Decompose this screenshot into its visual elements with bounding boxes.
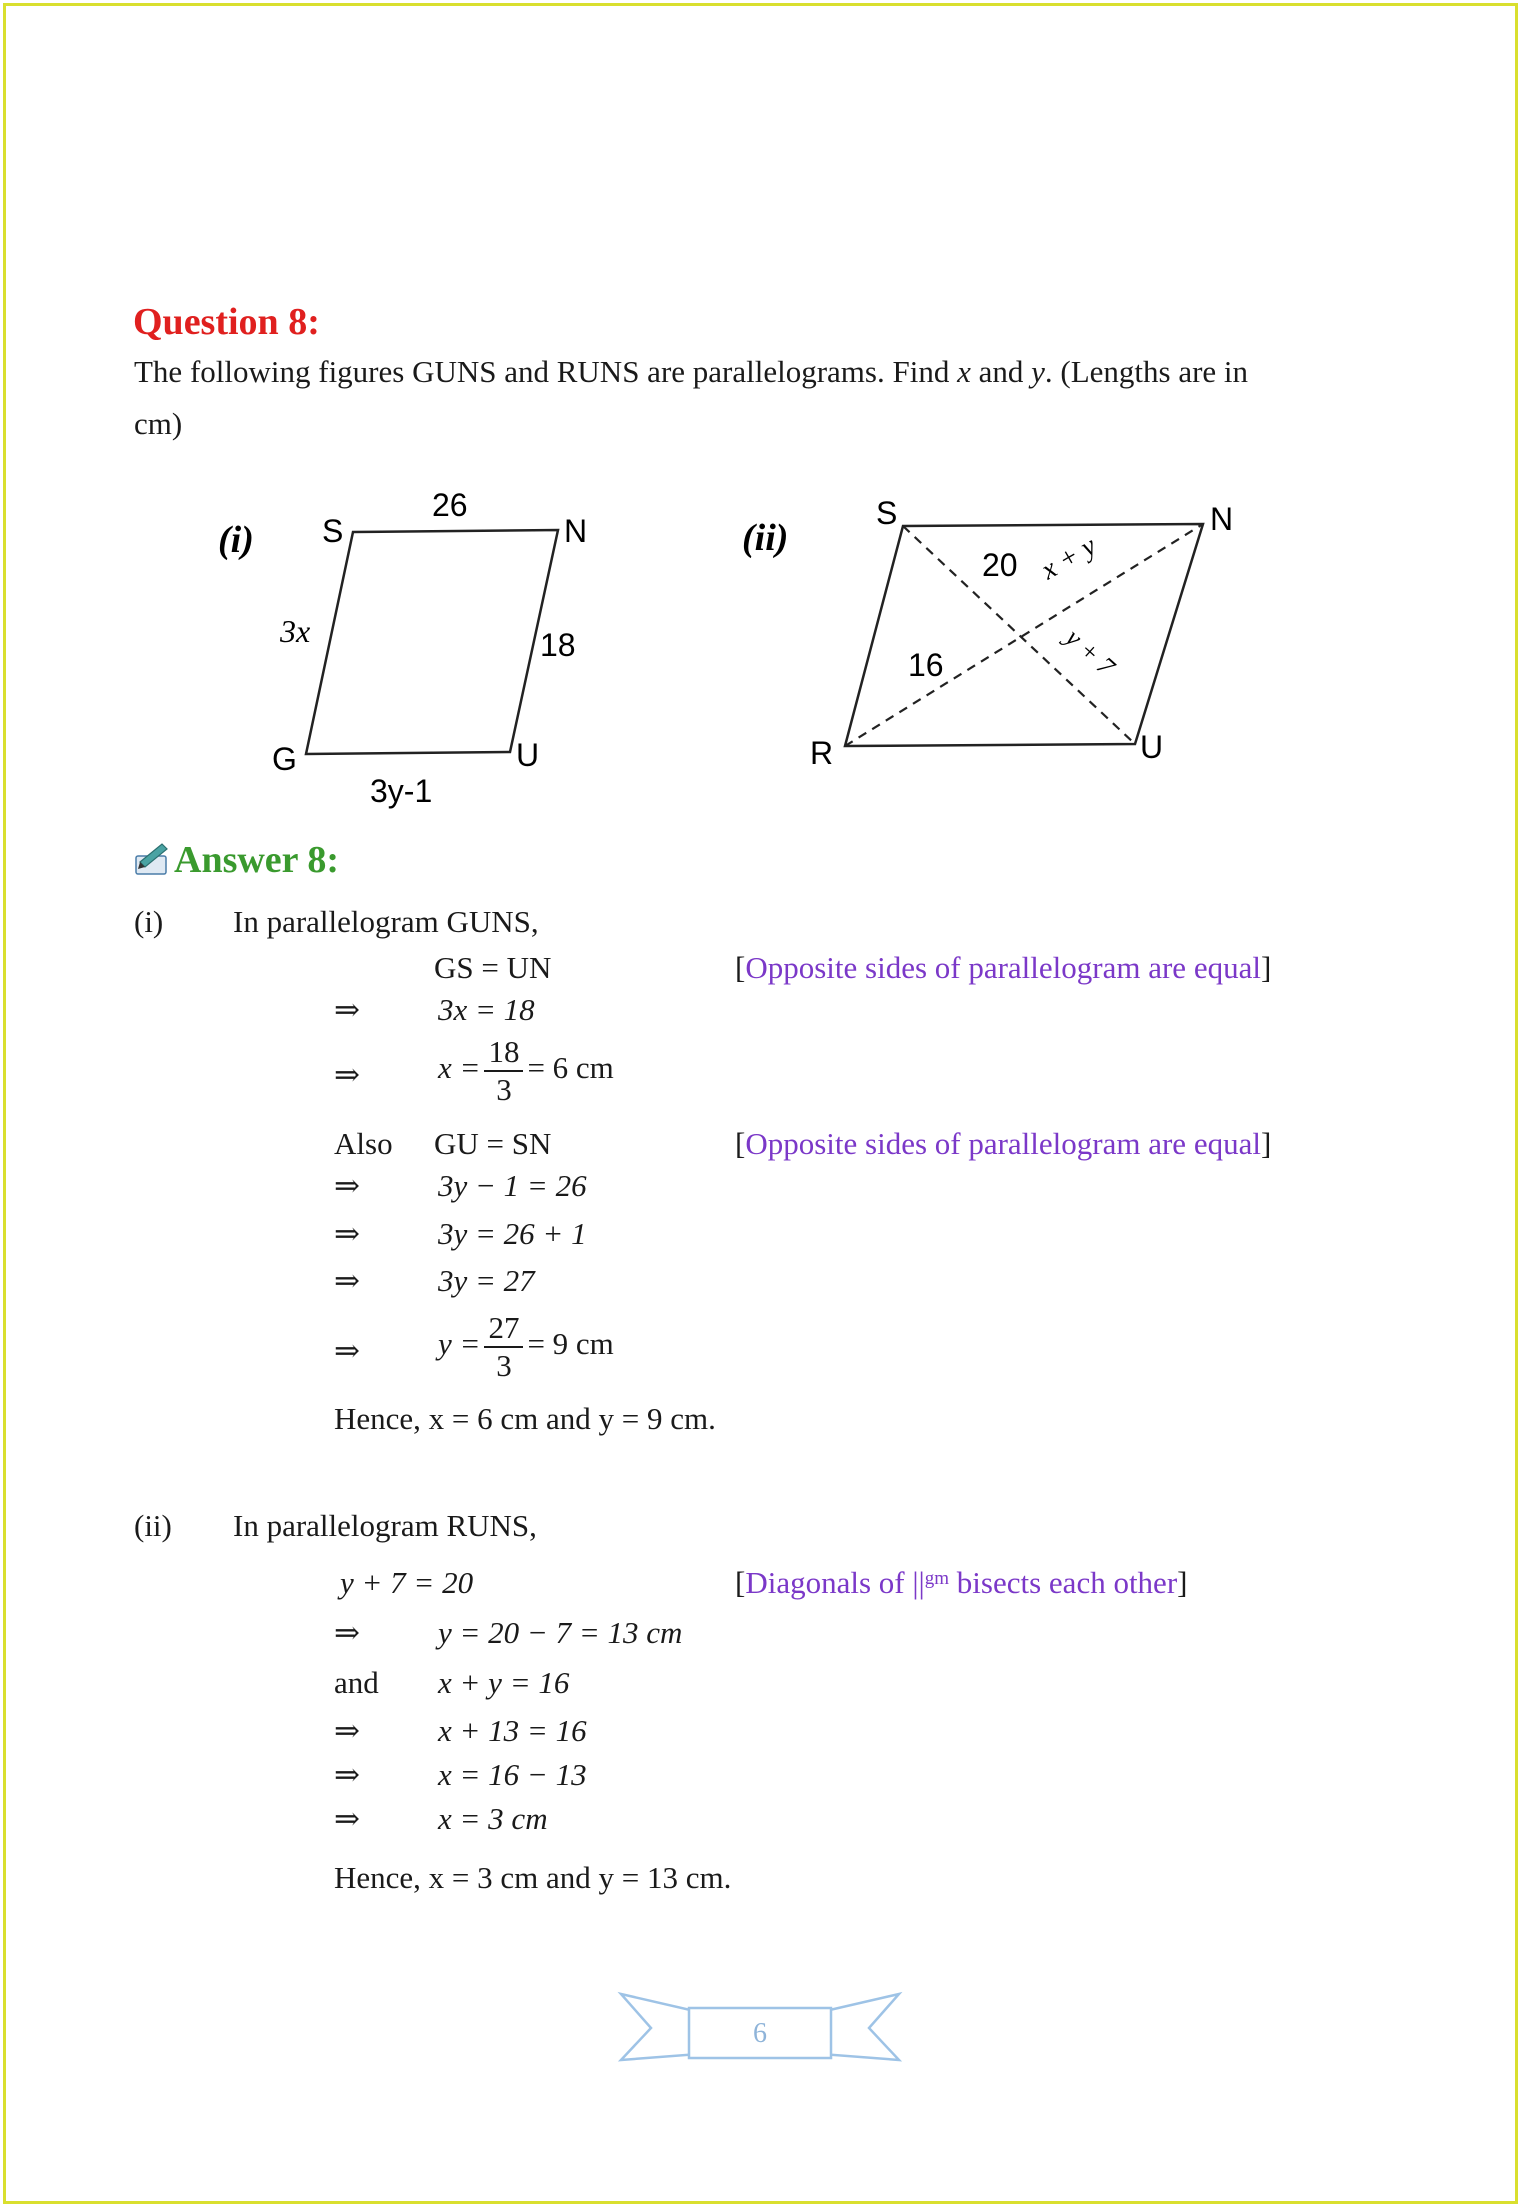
side-label-right: 18 [540,627,576,663]
part1-number: (i) [134,904,164,939]
arrow-8: ⇒ [334,1713,360,1748]
arrow-7: ⇒ [334,1615,360,1650]
part2-reason: [Diagonals of $||^{gm}$ bisects each other] [735,1565,1188,1600]
part1-line3: x = $\frac{18}{3}$ = 6 cm [438,1034,614,1107]
part1-also: Also [334,1126,393,1161]
figure-parallelogram-guns [200,480,640,820]
side-label-top: 26 [432,487,468,523]
part1-line7: 3y = 27 [438,1263,535,1298]
arrow-10: ⇒ [334,1801,360,1836]
arrow-6: ⇒ [334,1333,360,1368]
part2-line2: y = 20 − 7 = 13 cm [438,1615,683,1650]
vertex-g: G [272,741,297,777]
part2-and: and [334,1665,379,1700]
part1-line1: GS = UN [434,950,552,985]
part1-conclusion: Hence, x = 6 cm and y = 9 cm. [334,1401,716,1436]
part2-intro: In parallelogram RUNS, [233,1508,537,1543]
part2-line5: x = 16 − 13 [438,1757,587,1792]
part1-reason2: [Opposite sides of parallelogram are equal] [735,1126,1272,1161]
arrow-2: ⇒ [334,1057,360,1092]
arrow-3: ⇒ [334,1168,360,1203]
arrow-9: ⇒ [334,1757,360,1792]
arrow-1: ⇒ [334,992,360,1027]
segment-label-20: 20 [982,547,1018,583]
part2-line3: x + y = 16 [438,1665,570,1700]
page-number: 6 [753,2018,767,2049]
vertex-n: N [1210,501,1234,537]
arrow-5: ⇒ [334,1263,360,1298]
part1-intro: In parallelogram GUNS, [233,904,539,939]
diagonal-rn [845,524,1203,746]
part2-line1: y + 7 = 20 [340,1565,474,1600]
vertex-r: R [810,735,834,771]
side-label-bottom: 3y-1 [370,773,433,809]
figure1-label: (i) [218,519,254,561]
part1-line2: 3x = 18 [438,992,535,1027]
part1-line4: GU = SN [434,1126,552,1161]
page-number-ribbon [615,1990,905,2072]
segment-label-16: 16 [908,647,944,683]
segment-label-y-plus-7: y + 7 [1059,622,1121,682]
answer-title: Answer 8: [174,839,340,881]
arrow-4: ⇒ [334,1216,360,1251]
vertex-s: S [322,513,344,549]
part1-line5: 3y − 1 = 26 [438,1168,587,1203]
side-label-left: 3x [280,613,311,649]
guns-outline [306,530,558,754]
part2-number: (ii) [134,1508,172,1543]
question-title: Question 8: [133,301,320,343]
pencil-book-icon [134,838,170,878]
vertex-s: S [876,495,898,531]
question-text: The following figures GUNS and RUNS are parallelograms. Find x and y. (Lengths are in [134,354,1249,389]
part2-line6: x = 3 cm [438,1801,548,1836]
part1-line6: 3y = 26 + 1 [438,1216,587,1251]
figure2-label: (ii) [742,517,789,559]
question-text-line2: cm) [134,406,183,441]
part1-line8: y = $\frac{27}{3}$ = 9 cm [438,1310,614,1383]
part2-line4: x + 13 = 16 [438,1713,587,1748]
vertex-u: U [516,737,540,773]
diagonal-su [903,526,1135,744]
segment-label-x-plus-y: x + y [1036,530,1102,587]
part1-reason1: [Opposite sides of parallelogram are equal] [735,950,1272,985]
vertex-u: U [1140,729,1164,765]
part2-conclusion: Hence, x = 3 cm and y = 13 cm. [334,1860,732,1895]
vertex-n: N [564,513,588,549]
figure-parallelogram-runs [730,480,1270,800]
